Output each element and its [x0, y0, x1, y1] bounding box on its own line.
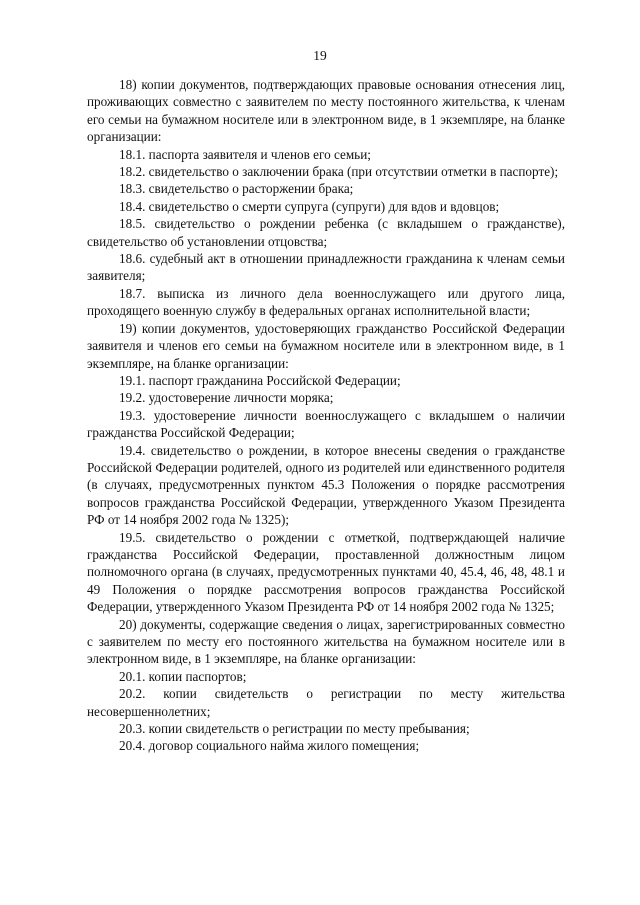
paragraph-19-2: 19.2. удостоверение личности моряка; [119, 390, 334, 406]
paragraph-19-5: 19.5. свидетельство о рождении с отметкой, подтверждающей наличие гражданства Российской Федерации, проставленной должностным лицом полномочного органа (в случаях, предусмотренных пунктами 40, 45.4, 46, 48, 48.1 и 49 Положения о порядке рассмотрения вопросов гражданства Российской Федерации, утвержденного Указом Президента РФ от 14 ноября 2002 года № 1325; [87, 529, 565, 615]
paragraph-18-5: 18.5. свидетельство о рождении ребенка (с вкладышем о гражданстве), свидетельство об установлении отцовства; [87, 216, 565, 249]
paragraph-20-3: 20.3. копии свидетельств о регистрации по месту пребывания; [119, 721, 470, 737]
paragraph-20-4: 20.4. договор социального найма жилого помещения; [119, 738, 420, 754]
paragraph-18-1: 18.1. паспорта заявителя и членов его семьи; [119, 146, 371, 162]
paragraph-18-3: 18.3. свидетельство о расторжении брака; [119, 181, 354, 197]
paragraph-19-1: 19.1. паспорт гражданина Российской Федерации; [119, 372, 401, 388]
paragraph-18-6: 18.6. судебный акт в отношении принадлежности гражданина к членам семьи заявителя; [87, 251, 565, 284]
document-body [87, 76, 565, 755]
paragraph-19: 19) копии документов, удостоверяющих гражданство Российской Федерации заявителя и членов его семьи на бумажном носителе или в электронном виде, в 1 экземпляре, на бланке организации: [87, 320, 565, 371]
paragraph-19-4: 19.4. свидетельство о рождении, в которое внесены сведения о гражданстве Российской Федерации родителей, одного из родителей или единственного родителя (в случаях, предусмотренных пунктом 45.3 Положения о порядке рассмотрения вопросов гражданства Российской Федерации, утвержденного Указом Президента РФ от 14 ноября 2002 года № 1325); [87, 442, 565, 528]
paragraph-18-7: 18.7. выписка из личного дела военнослужащего или другого лица, проходящего военную службу в федеральных органах исполнительной власти; [87, 285, 565, 319]
paragraph-18-2: 18.2. свидетельство о заключении брака (при отсутствии отметки в паспорте); [119, 164, 559, 180]
paragraph-19-3: 19.3. удостоверение личности военнослужащего с вкладышем о наличии гражданства Российской Федерации; [87, 407, 565, 441]
paragraph-20: 20) документы, содержащие сведения о лицах, зарегистрированных совместно с заявителем по месту его постоянного жительства на бумажном носителе или в электронном виде, в 1 экземпляре, на бланке организации: [87, 616, 565, 667]
paragraph-18-4: 18.4. свидетельство о смерти супруга (супруги) для вдов и вдовцов; [119, 198, 500, 214]
paragraph-20-1: 20.1. копии паспортов; [119, 668, 247, 684]
page-number: 19 [313, 48, 327, 63]
paragraph-18: 18) копии документов, подтверждающих правовые основания отнесения лиц, проживающих совместно с заявителем по месту постоянного жительства, к членам его семьи на бумажном носителе или в электронном виде, в 1 экземпляре, на бланке организации: [87, 77, 565, 145]
paragraph-20-2: 20.2. копии свидетельств о регистрации по месту жительства несовершеннолетних; [87, 686, 565, 719]
